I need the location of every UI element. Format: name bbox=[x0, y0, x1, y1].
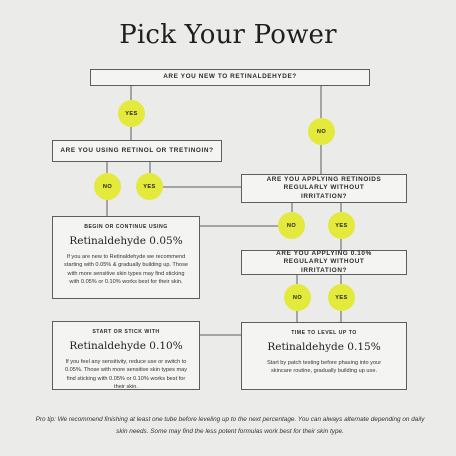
answer-label: YES bbox=[143, 183, 156, 190]
result-retinaldehyde-015 bbox=[241, 322, 407, 390]
page-title: Pick Your Power bbox=[119, 20, 337, 50]
result-product-name: Retinaldehyde 0.05% bbox=[69, 235, 183, 247]
result-kicker: TIME TO LEVEL UP TO bbox=[291, 330, 357, 336]
question-applying-010 bbox=[241, 250, 407, 275]
answer-no-1 bbox=[308, 118, 335, 145]
answer-yes-3 bbox=[328, 212, 355, 239]
question-text: ARE YOU NEW TO RETINALDEHYDE? bbox=[163, 73, 297, 81]
answer-label: YES bbox=[125, 110, 138, 117]
result-retinaldehyde-005 bbox=[52, 216, 200, 299]
result-kicker: BEGIN OR CONTINUE USING bbox=[84, 224, 168, 230]
answer-label: NO bbox=[316, 128, 327, 135]
answer-yes-1 bbox=[118, 100, 145, 127]
answer-yes-4 bbox=[328, 284, 355, 311]
answer-no-3 bbox=[278, 212, 305, 239]
answer-no-4 bbox=[284, 284, 311, 311]
result-product-name: Retinaldehyde 0.10% bbox=[69, 340, 183, 352]
question-applying-retinoids bbox=[241, 174, 407, 203]
question-text: ARE YOU APPLYING RETINOIDS REGULARLY WITHOUT IRRITATION? bbox=[266, 175, 382, 200]
question-text: ARE YOU APPLYING 0.10% REGULARLY WITHOUT IRRITATION? bbox=[276, 249, 372, 274]
answer-no-2 bbox=[94, 173, 121, 200]
answer-label: NO bbox=[102, 183, 113, 190]
question-text: ARE YOU USING RETINOL OR TRETINOIN? bbox=[60, 146, 214, 154]
result-description: If you are new to Retinaldehyde we recommend starting with 0.05% & gradually building up. Those with more sensitive skin types may find sticking with 0.05% or 0.10% works best for their skin. bbox=[64, 254, 188, 286]
answer-label: NO bbox=[286, 222, 297, 229]
result-description: If you feel any sensitivity, reduce use or switch to 0.05%. Those with more sensitive skin types may find sticking with 0.05% or 0.10% works best for their skin. bbox=[64, 359, 188, 391]
result-kicker: START OR STICK WITH bbox=[92, 329, 160, 335]
answer-label: NO bbox=[292, 294, 303, 301]
pro-tip-text: Pro tip: We recommend finishing at least one tube before leveling up to the next percentage. You can always alternate depending on daily skin needs. Some may find the less potent formulas work best for their skin type. bbox=[35, 416, 425, 435]
question-new-to-retinaldehyde bbox=[90, 69, 370, 86]
question-using-retinol bbox=[52, 140, 222, 162]
answer-label: YES bbox=[335, 222, 348, 229]
result-product-name: Retinaldehyde 0.15% bbox=[267, 341, 381, 353]
answer-yes-2 bbox=[136, 173, 163, 200]
result-description: Start by patch testing before phasing into your skincare routine, gradually building up use. bbox=[266, 360, 382, 375]
answer-label: YES bbox=[335, 294, 348, 301]
result-retinaldehyde-010 bbox=[52, 321, 200, 390]
